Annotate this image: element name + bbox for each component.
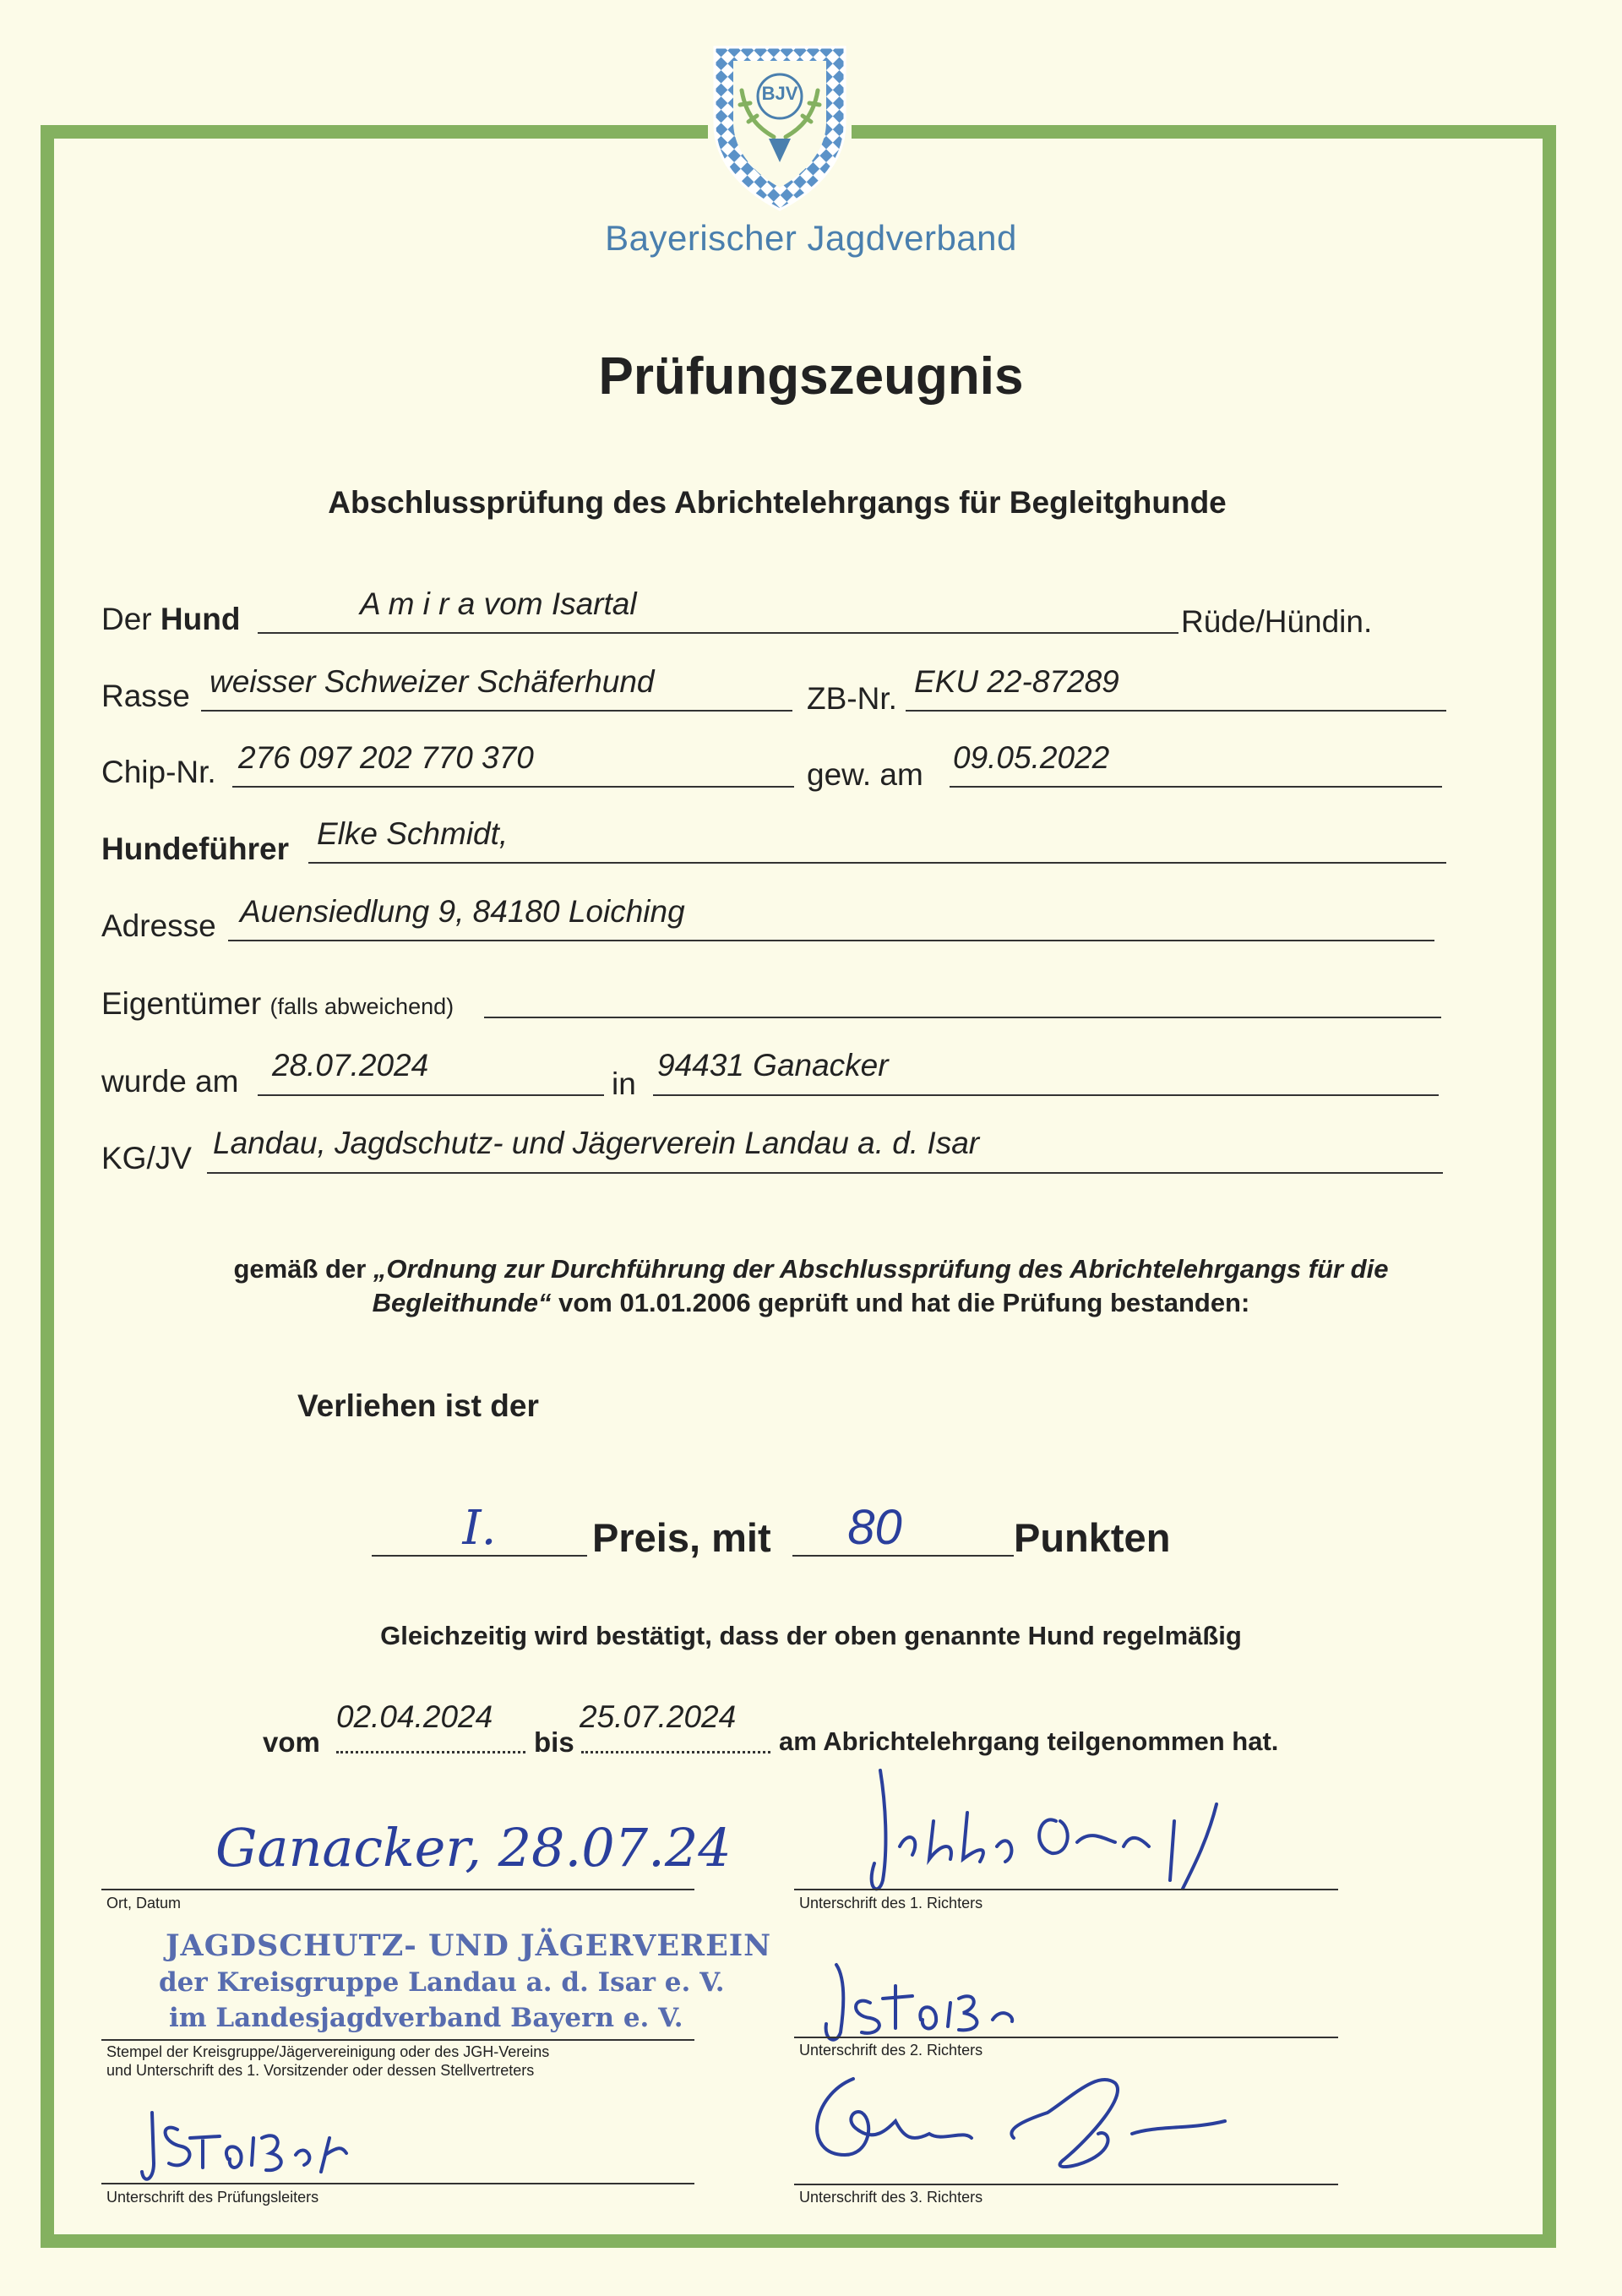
judge3-label: Unterschrift des 3. Richters — [799, 2189, 983, 2206]
points-label: Punkten — [1014, 1515, 1171, 1560]
chip-label: Chip-Nr. — [101, 755, 216, 789]
breed-line — [201, 710, 792, 712]
to-dotted-line — [581, 1751, 770, 1753]
attendance-to-value[interactable]: 25.07.2024 — [580, 1699, 737, 1734]
stamp-label-line2: und Unterschrift des 1. Vorsitzender oder dessen Stellvertreters — [106, 2062, 535, 2079]
born-value[interactable]: 09.05.2022 — [953, 740, 1110, 775]
leader-line — [101, 2183, 694, 2184]
bjv-shield-icon — [708, 44, 852, 213]
judge1-label: Unterschrift des 1. Richters — [799, 1895, 983, 1912]
kg-value[interactable]: Landau, Jagdschutz- und Jägerverein Landau a. d. Isar — [213, 1126, 980, 1160]
dog-label-bold: Hund — [160, 602, 241, 636]
judge2-label: Unterschrift des 2. Richters — [799, 2042, 983, 2059]
points-value[interactable]: 80 — [847, 1500, 902, 1555]
dog-name-value[interactable]: A m i r a vom Isartal — [360, 586, 637, 621]
statement-part1: gemäß der — [233, 1254, 373, 1284]
attendance-to-label: bis — [534, 1726, 574, 1758]
leader-label: Unterschrift des Prüfungsleiters — [106, 2189, 319, 2206]
judge2-signature — [811, 1952, 1064, 2053]
breed-value[interactable]: weisser Schweizer Schäferhund — [210, 664, 655, 699]
zb-label: ZB-Nr. — [807, 681, 897, 716]
judge3-signature — [794, 2062, 1250, 2180]
exam-date-value[interactable]: 28.07.2024 — [272, 1048, 429, 1083]
statement-regulation: „Ordnung zur Durchführung der Abschlussprüfung des Abrichtelehrgangs für die Begleithunde“ — [372, 1254, 1389, 1318]
owner-line — [484, 1017, 1441, 1018]
breed-label: Rasse — [101, 679, 190, 713]
prize-label: Preis, mit — [592, 1515, 771, 1560]
place-label: in — [612, 1066, 636, 1101]
born-label: gew. am — [807, 757, 923, 792]
place-line — [653, 1094, 1439, 1096]
kg-line — [207, 1172, 1443, 1174]
statement — [169, 1252, 1453, 1321]
attendance-from-value[interactable]: 02.04.2024 — [336, 1699, 493, 1734]
judge1-line — [794, 1889, 1338, 1890]
judge1-signature — [862, 1762, 1267, 1906]
stamp-line3: im Landesjagdverband Bayern e. V. — [169, 2003, 683, 2033]
prize-value[interactable]: I. — [462, 1501, 497, 1556]
attendance-from-label: vom — [263, 1726, 320, 1758]
chip-line — [232, 786, 794, 788]
judge2-line — [794, 2037, 1338, 2038]
place-date-line — [101, 1889, 694, 1890]
stamp-line2: der Kreisgruppe Landau a. d. Isar e. V. — [159, 1967, 725, 1998]
owner-label-text: Eigentümer — [101, 986, 262, 1021]
logo-text: BJV — [761, 83, 798, 104]
handler-label: Hundeführer — [101, 832, 289, 866]
dog-label-prefix: Der — [101, 602, 152, 636]
dog-name-line — [258, 632, 1178, 634]
attendance-suffix: am Abrichtelehrgang teilgenommen hat. — [779, 1726, 1279, 1756]
stamp-line1: JAGDSCHUTZ- UND JÄGERVEREIN — [166, 1928, 772, 1963]
page-subtitle: Abschlussprüfung des Abrichtelehrgangs für Begleitghunde — [328, 485, 1227, 520]
handler-line — [308, 862, 1446, 864]
attendance-text: Gleichzeitig wird bestätigt, dass der oben genannte Hund regelmäßig — [380, 1621, 1242, 1650]
dog-label — [101, 602, 240, 637]
stamp-line — [101, 2039, 694, 2041]
born-line — [950, 786, 1442, 788]
sex-label: Rüde/Hündin. — [1181, 604, 1373, 639]
address-label: Adresse — [101, 908, 216, 943]
handler-value[interactable]: Elke Schmidt, — [317, 816, 509, 851]
place-date-handwritten[interactable]: Ganacker, 28.07.24 — [215, 1817, 732, 1879]
statement-part2: vom 01.01.2006 geprüft und hat die Prüfung bestanden: — [551, 1288, 1250, 1318]
organization-name: Bayerischer Jagdverband — [605, 218, 1017, 258]
address-line — [228, 940, 1434, 941]
place-date-label: Ort, Datum — [106, 1895, 182, 1912]
judge3-line — [794, 2184, 1338, 2185]
from-dotted-line — [336, 1751, 525, 1753]
address-value[interactable]: Auensiedlung 9, 84180 Loiching — [240, 894, 685, 929]
award-intro: Verliehen ist der — [297, 1388, 539, 1423]
stamp-label-line1: Stempel der Kreisgruppe/Jägervereinigung oder des JGH-Vereins — [106, 2043, 550, 2060]
chip-value[interactable]: 276 097 202 770 370 — [238, 740, 534, 775]
place-value[interactable]: 94431 Ganacker — [657, 1048, 889, 1083]
exam-date-label: wurde am — [101, 1064, 239, 1099]
zb-value[interactable]: EKU 22-87289 — [914, 664, 1119, 699]
leader-signature — [135, 2096, 439, 2189]
zb-line — [906, 710, 1446, 712]
bjv-logo — [708, 44, 852, 213]
exam-date-line — [258, 1094, 604, 1096]
owner-label — [101, 986, 454, 1022]
owner-note: (falls abweichend) — [269, 994, 454, 1019]
kg-label: KG/JV — [101, 1141, 192, 1175]
page-title: Prüfungszeugnis — [598, 347, 1024, 406]
